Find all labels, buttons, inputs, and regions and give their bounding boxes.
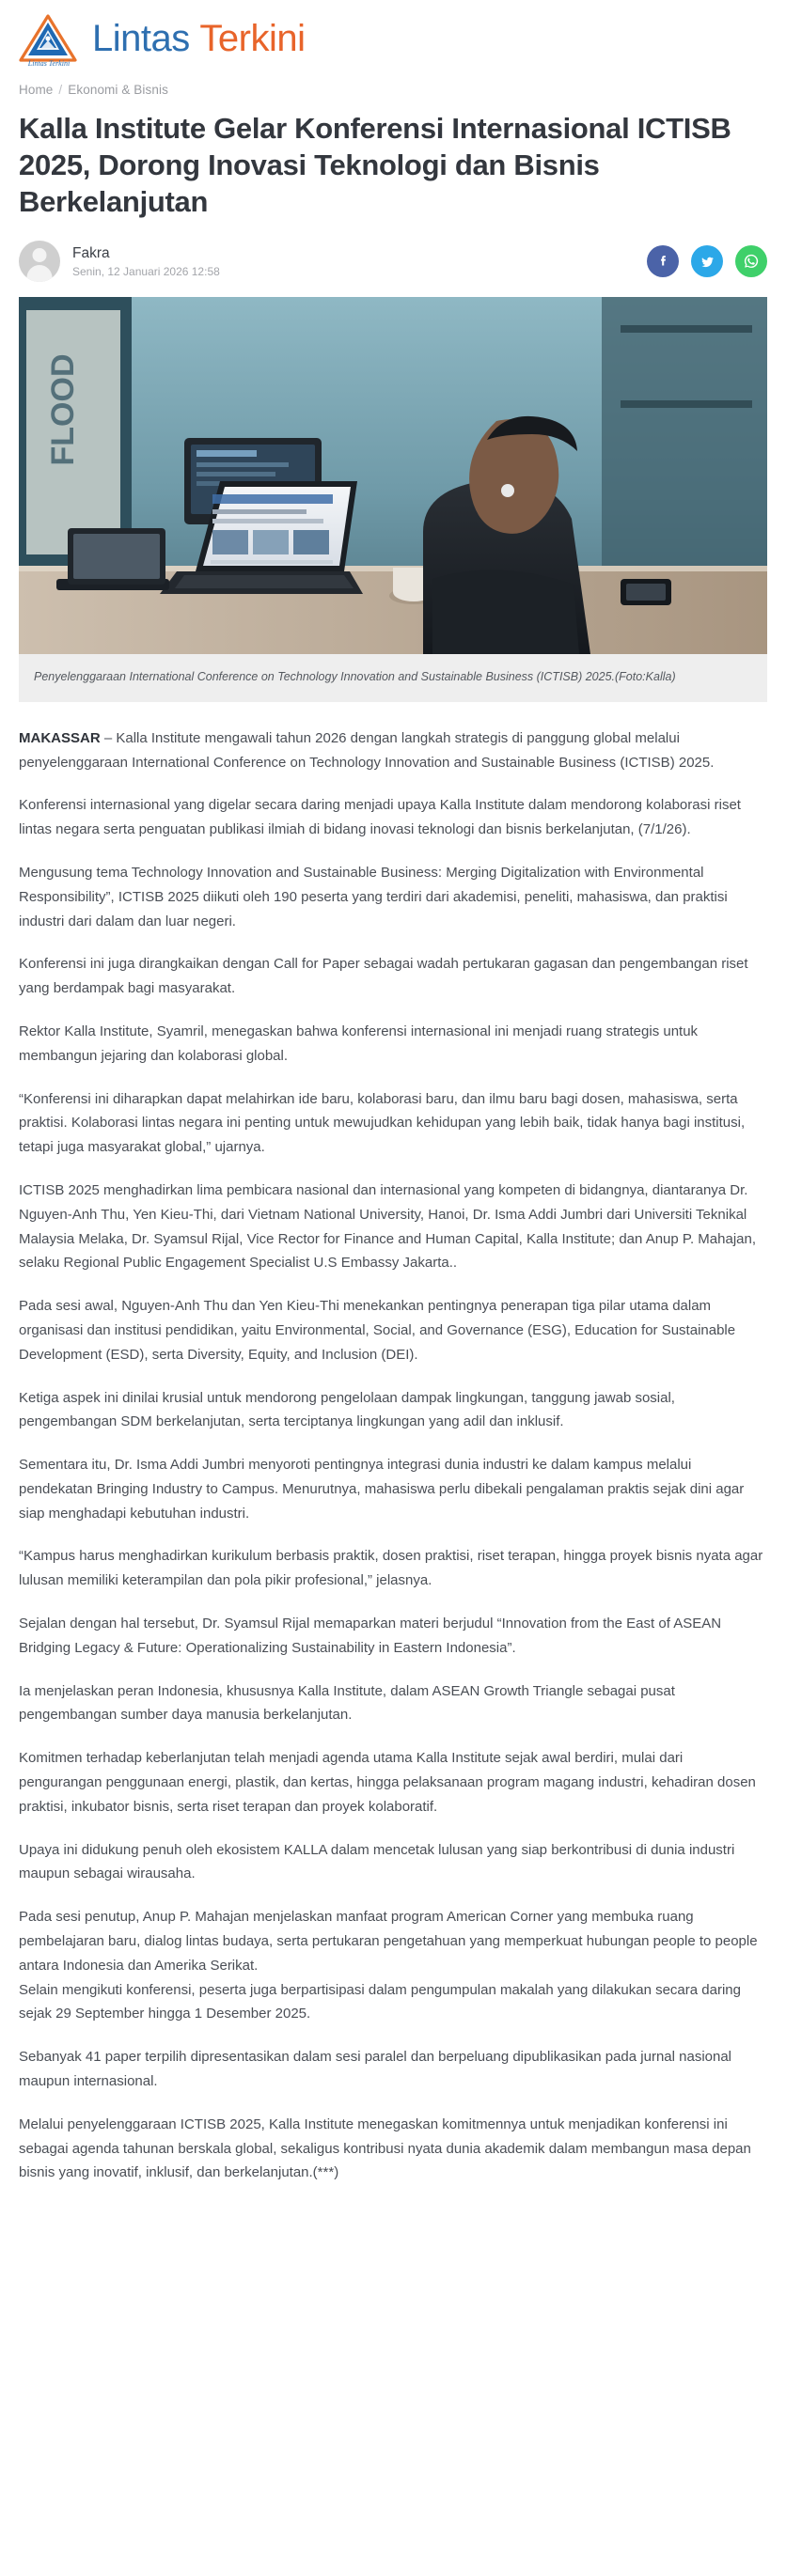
breadcrumb-category[interactable]: Ekonomi & Bisnis xyxy=(68,83,168,97)
paragraph: Mengusung tema Technology Innovation and Sustainable Business: Merging Digitalization with Environmental Responsibility”, ICTISB 2025 diikuti oleh 190 peserta yang terdiri dari akademisi, peneliti, mahasiswa, dan praktisi industri dari dalam dan luar negeri. xyxy=(19,864,728,929)
dateline: MAKASSAR xyxy=(19,729,101,746)
paragraph: Sebanyak 41 paper terpilih dipresentasikan dalam sesi paralel dan berpeluang dipublikasikan pada jurnal nasional maupun internasional. xyxy=(19,2049,732,2090)
paragraph: Rektor Kalla Institute, Syamril, menegaskan bahwa konferensi internasional ini menjadi ruang strategis untuk membangun jejaring dan kolaborasi global. xyxy=(19,1023,699,1064)
twitter-icon[interactable] xyxy=(691,245,723,277)
paragraph: ICTISB 2025 menghadirkan lima pembicara nasional dan internasional yang kompeten di bidangnya, diantaranya Dr. Nguyen-Anh Thu, Yen Kieu-Thi, dari Vietnam National University, Hanoi, Dr. Isma Addi Jumbri dari Universiti Teknikal Malaysia Melaka, Dr. Syamsul Rijal, Vice Rector for Finance and Human Capital, Kalla Institute; dan Anup P. Mahajan, selaku Regional Public Engagement Specialist U.S Embassy Jakarta.. xyxy=(19,1181,757,1272)
paragraph: Konferensi ini juga dirangkaikan dengan Call for Paper sebagai wadah pertukaran gagasan dan pengembangan riset yang berdampak bagi masyarakat. xyxy=(19,956,748,997)
whatsapp-icon[interactable] xyxy=(735,245,767,277)
byline-row xyxy=(19,241,767,282)
avatar xyxy=(19,241,60,282)
author-name[interactable]: Fakra xyxy=(72,244,110,261)
paragraph-text: – Kalla Institute mengawali tahun 2026 dengan langkah strategis di panggung global melalui penyelenggaraan International Conference on Technology Innovation and Sustainable Business (ICTISB) 2025. xyxy=(19,729,715,771)
paragraph: Selain mengikuti konferensi, peserta juga berpartisipasi dalam pengumpulan makalah yang dilakukan secara daring sejak 29 September hingga 1 Desember 2025. xyxy=(19,1981,741,2022)
paragraph: Konferensi internasional yang digelar secara daring menjadi upaya Kalla Institute dalam mendorong kolaborasi riset lintas negara serta penguatan publikasi ilmiah di bidang inovasi teknologi dan bisnis berkelanjutan, (7/1/26). xyxy=(19,797,741,838)
paragraph: Ketiga aspek ini dinilai krusial untuk mendorong pengelolaan dampak lingkungan, tanggung jawab sosial, pengembangan SDM berkelanjutan, serta terciptanya lingkungan yang adil dan inklusif. xyxy=(19,1389,675,1430)
facebook-icon[interactable] xyxy=(647,245,679,277)
byline xyxy=(19,241,220,282)
page-title: Kalla Institute Gelar Konferensi Internasional ICTISB 2025, Dorong Inovasi Teknologi dan Bisnis Berkelanjutan xyxy=(19,112,731,219)
image-caption: Penyelenggaraan International Conference on Technology Innovation and Sustainable Business (ICTISB) 2025.(Foto:Kalla) xyxy=(19,654,767,702)
site-title-part1: Lintas xyxy=(92,18,190,59)
breadcrumb-separator: / xyxy=(58,83,63,97)
site-header xyxy=(0,0,786,77)
paragraph: “Kampus harus menghadirkan kurikulum berbasis praktik, dosen praktisi, riset terapan, hingga proyek bisnis nyata agar lulusan memiliki keterampilan dan pola pikir profesional,” jelasnya. xyxy=(19,1548,763,1589)
svg-text:Lintas Terkini: Lintas Terkini xyxy=(27,59,71,68)
site-title xyxy=(92,20,305,61)
breadcrumb xyxy=(0,77,786,101)
paragraph: “Konferensi ini diharapkan dapat melahirkan ide baru, kolaborasi baru, dan ilmu baru bagi dosen, mahasiswa, serta praktisi. Kolaborasi lintas negara ini penting untuk mewujudkan kehidupan yang lebih baik, tidak hanya bagi institusi, tetapi juga masyarakat global,” ujarnya. xyxy=(19,1090,746,1156)
paragraph: Ia menjelaskan peran Indonesia, khususnya Kalla Institute, dalam ASEAN Growth Triangle sebagai pusat pengembangan sumber daya manusia berkelanjutan. xyxy=(19,1682,675,1724)
byline-text xyxy=(72,245,220,278)
article-hero-image xyxy=(19,297,767,654)
site-logo-icon[interactable] xyxy=(19,13,79,68)
breadcrumb-home[interactable]: Home xyxy=(19,83,54,97)
paragraph: Melalui penyelenggaraan ICTISB 2025, Kalla Institute menegaskan komitmennya untuk menjadikan konferensi ini sebagai agenda tahunan berskala global, sekaligus kontribusi nyata dunia akademik dalam membangun masa depan bisnis yang inovatif, inklusif, dan berkelanjutan.(***) xyxy=(19,2115,751,2181)
svg-text:FLOOD: FLOOD xyxy=(45,353,81,466)
share-buttons xyxy=(647,245,767,277)
paragraph: Pada sesi penutup, Anup P. Mahajan menjelaskan manfaat program American Corner yang membuka ruang pembelajaran baru, dialog lintas budaya, serta pertukaran pengetahuan yang memperkuat hubungan people to people antara Indonesia dan Amerika Serikat. xyxy=(19,1909,758,1974)
paragraph: Sejalan dengan hal tersebut, Dr. Syamsul Rijal memaparkan materi berjudul “Innovation from the East of ASEAN Bridging Legacy & Future: Operationalizing Sustainability in Eastern Indonesia”. xyxy=(19,1616,722,1656)
site-title-part2: Terkini xyxy=(199,18,306,59)
article-body xyxy=(19,726,767,2185)
paragraph: Upaya ini didukung penuh oleh ekosistem KALLA dalam mencetak lulusan yang siap berkontribusi di dunia industri maupun sebagai wirausaha. xyxy=(19,1841,735,1882)
paragraph xyxy=(19,726,767,775)
paragraph: Sementara itu, Dr. Isma Addi Jumbri menyoroti pentingnya integrasi dunia industri ke dalam kampus melalui pendekatan Bringing Industry to Campus. Menurutnya, mahasiswa perlu dibekali pengalaman praktis sejak dini agar siap menghadapi kebutuhan industri. xyxy=(19,1457,745,1522)
paragraph: Komitmen terhadap keberlanjutan telah menjadi agenda utama Kalla Institute sejak awal berdiri, mulai dari pengurangan penggunaan energi, plastik, dan kertas, hingga pelaksanaan program magang industri, kehadiran dosen praktisi, inkubator bisnis, serta riset terapan dan proyek kolaboratif. xyxy=(19,1750,756,1815)
paragraph: Pada sesi awal, Nguyen-Anh Thu dan Yen Kieu-Thi menekankan pentingnya penerapan tiga pilar utama dalam organisasi dan institusi pendidikan, yaitu Environmental, Social, and Governance (ESG), Education for Sustainable Development (ESD), serta Diversity, Equity, and Inclusion (DEI). xyxy=(19,1298,736,1363)
publish-date: Senin, 12 Januari 2026 12:58 xyxy=(72,264,220,278)
